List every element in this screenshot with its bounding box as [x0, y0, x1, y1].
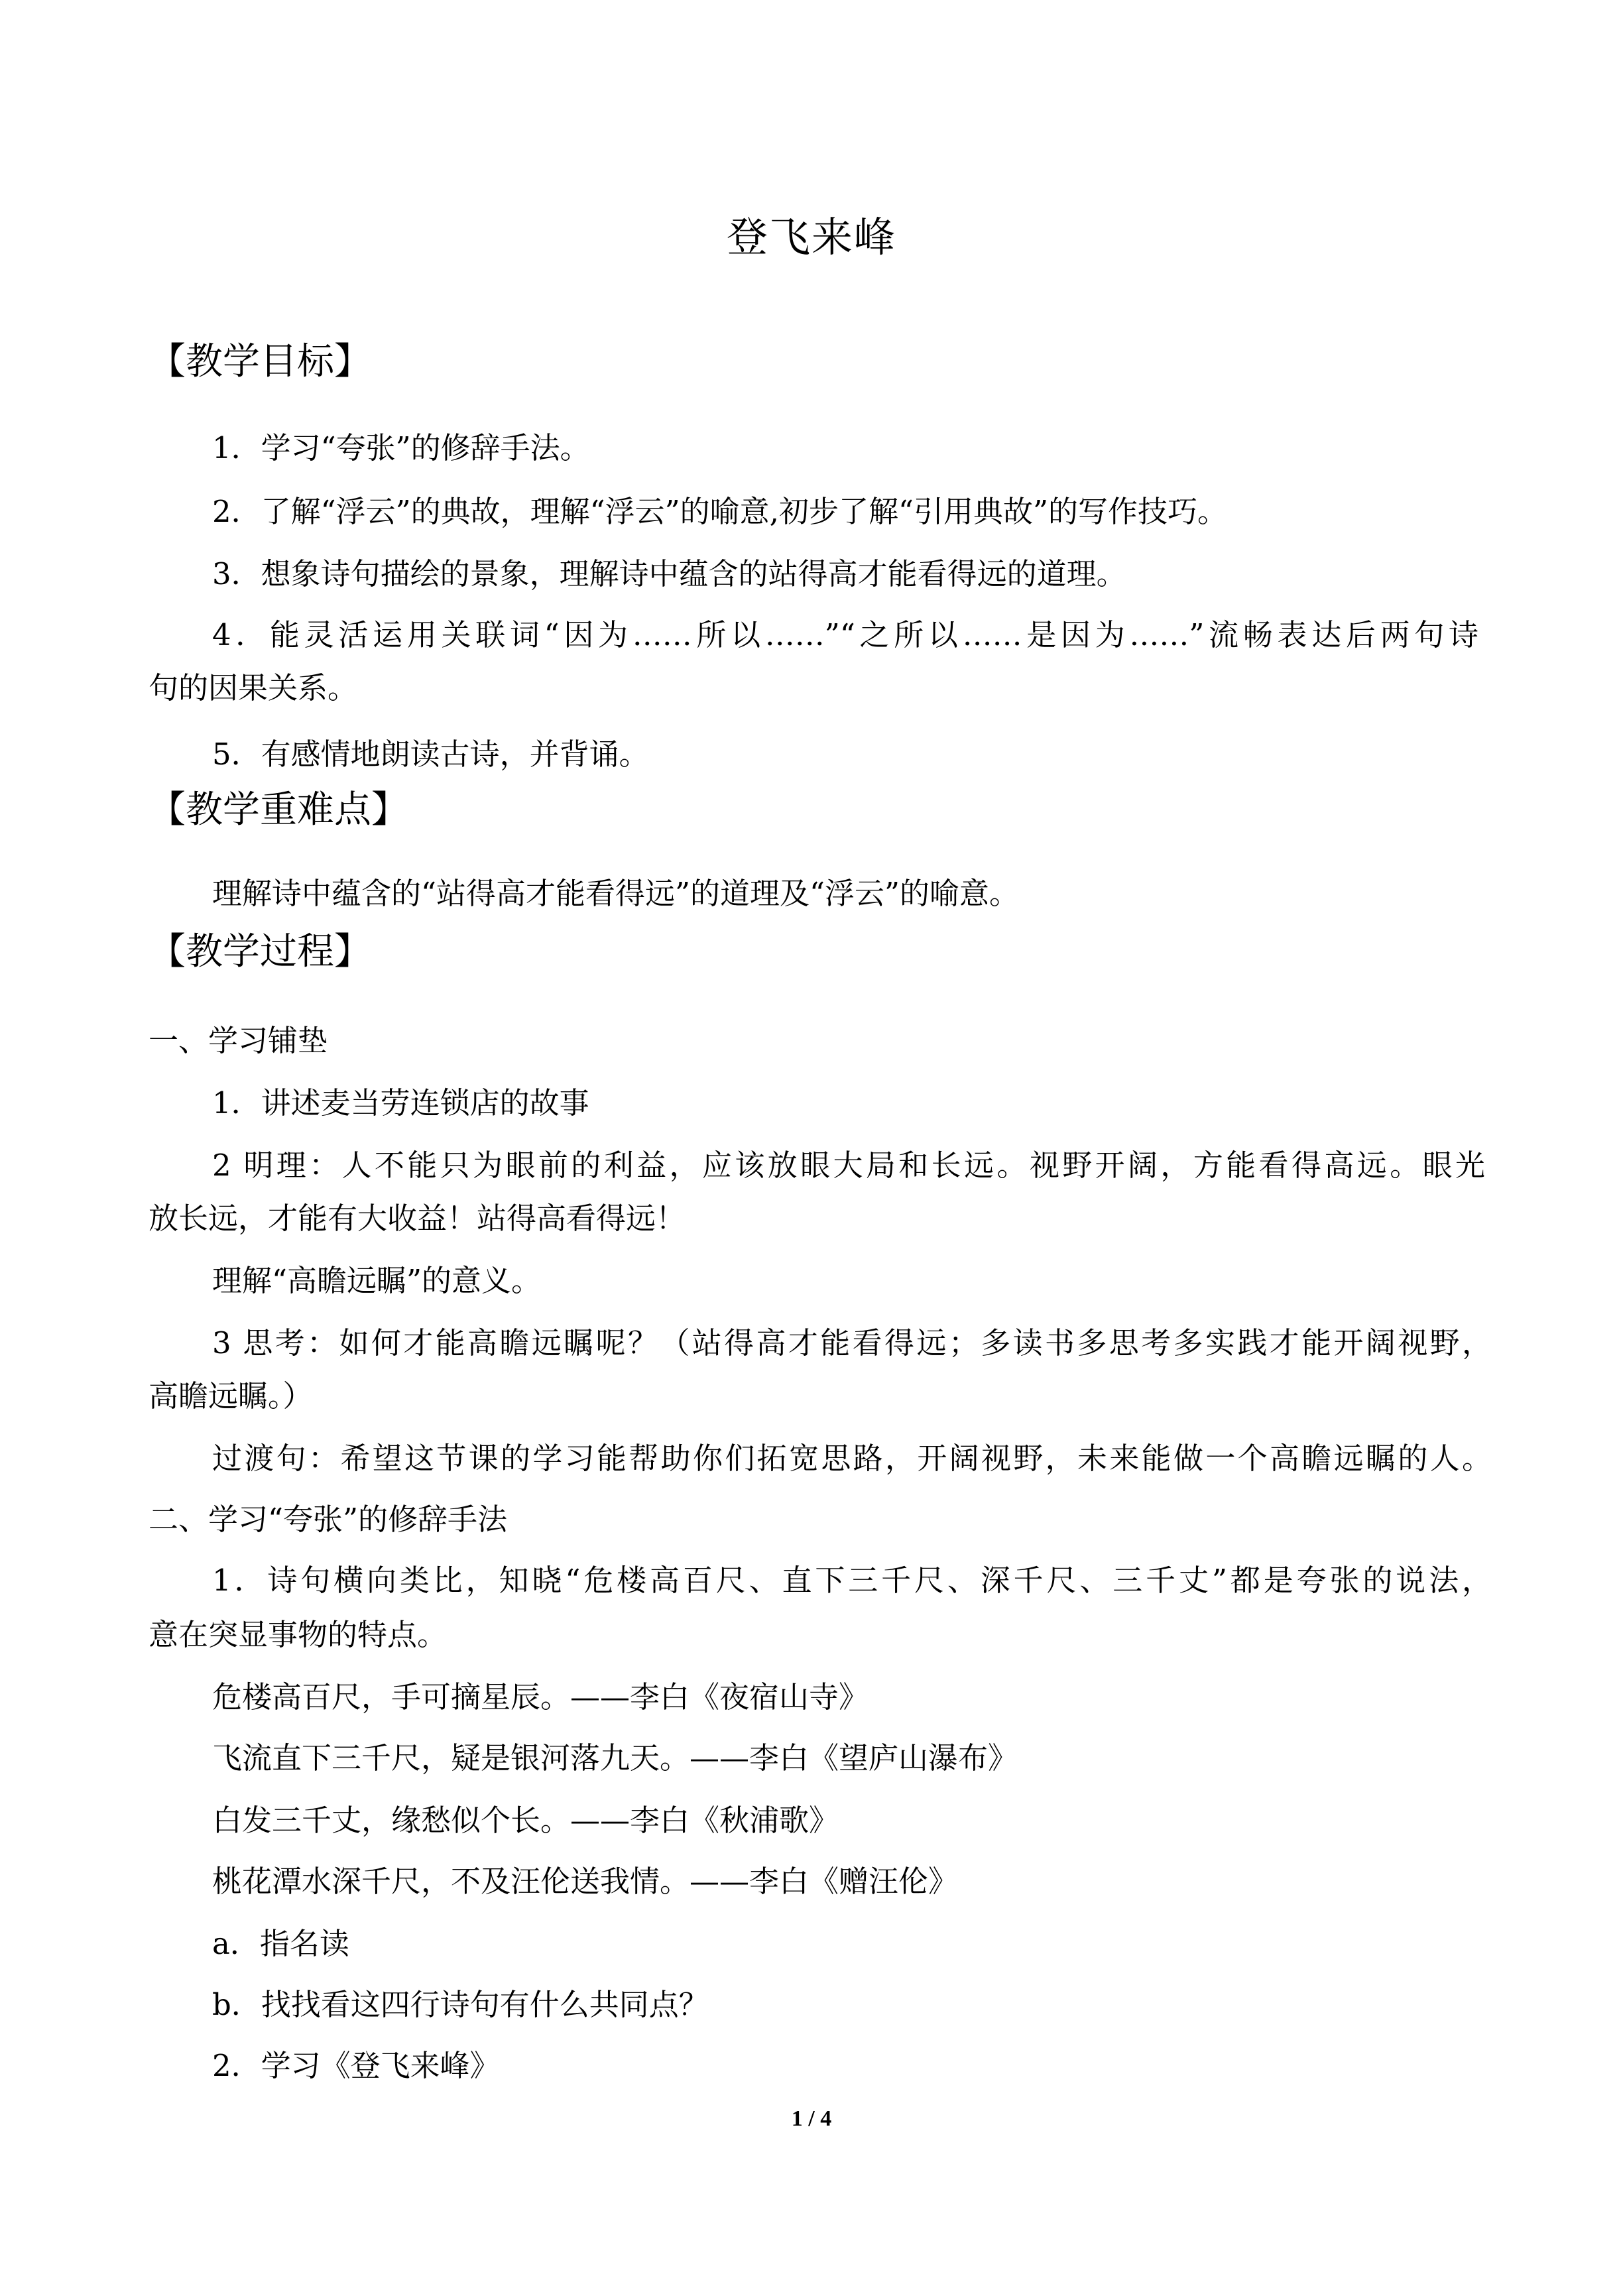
objective-item-2: 2．了解“浮云”的典故，理解“浮云”的喻意,初步了解“引用典故”的写作技巧。: [212, 494, 1227, 529]
section-heading-objectives: 【教学目标】: [149, 340, 371, 383]
process-line: 3 思考：如何才能高瞻远瞩呢？（站得高才能看得远；多读书多思考多实践才能开阔视野，: [212, 1325, 1492, 1360]
page-number: 1 / 4: [791, 2106, 832, 2131]
key-points-text: 理解诗中蕴含的“站得高才能看得远”的道理及“浮云”的喻意。: [212, 876, 1020, 911]
poem-line: 桃花潭水深千尺，不及汪伦送我情。——李白《赠汪伦》: [212, 1864, 959, 1899]
objective-item-5: 5．有感情地朗读古诗，并背诵。: [212, 737, 649, 772]
process-line: 2．学习《登飞来峰》: [212, 2048, 500, 2083]
objective-item-1: 1．学习“夸张”的修辞手法。: [212, 430, 590, 465]
objective-item-4-continued: 句的因果关系。: [149, 670, 358, 705]
process-line: 1．诗句横向类比，知晓“危楼高百尺、直下三千尺、深千尺、三千丈”都是夸张的说法，: [212, 1563, 1492, 1598]
section-heading-process: 【教学过程】: [149, 930, 371, 973]
poem-line: 白发三千丈，缘愁似个长。——李白《秋浦歌》: [212, 1803, 839, 1838]
process-part-1-heading: 一、学习铺垫: [149, 1023, 328, 1058]
objective-item-4: 4．能灵活运用关联词“因为……所以……”“之所以……是因为……”流畅表达后两句诗: [212, 617, 1478, 652]
document-title: 登飞来峰: [726, 213, 896, 261]
process-line: 1．讲述麦当劳连锁店的故事: [212, 1085, 589, 1120]
objective-item-3: 3．想象诗句描绘的景象，理解诗中蕴含的站得高才能看得远的道理。: [212, 556, 1126, 591]
process-line: a．指名读: [212, 1926, 349, 1961]
process-line: 高瞻远瞩。）: [149, 1378, 313, 1414]
process-line: 意在突显事物的特点。: [149, 1617, 448, 1652]
process-line: 2 明理：人不能只为眼前的利益，应该放眼大局和长远。视野开阔，方能看得高远。眼光: [212, 1148, 1485, 1183]
poem-line: 飞流直下三千尺，疑是银河落九天。——李白《望庐山瀑布》: [212, 1740, 1018, 1776]
process-line: b．找找看这四行诗句有什么共同点？: [212, 1987, 709, 2022]
process-line: 理解“高瞻远瞩”的意义。: [212, 1263, 542, 1298]
process-line: 放长远，才能有大收益！站得高看得远！: [149, 1201, 686, 1236]
process-part-2-heading: 二、学习“夸张”的修辞手法: [149, 1502, 508, 1537]
process-line: 过渡句：希望这节课的学习能帮助你们拓宽思路，开阔视野，未来能做一个高瞻远瞩的人。: [212, 1441, 1492, 1476]
poem-line: 危楼高百尺，手可摘星辰。——李白《夜宿山寺》: [212, 1679, 869, 1715]
section-heading-key-points: 【教学重难点】: [149, 788, 408, 831]
